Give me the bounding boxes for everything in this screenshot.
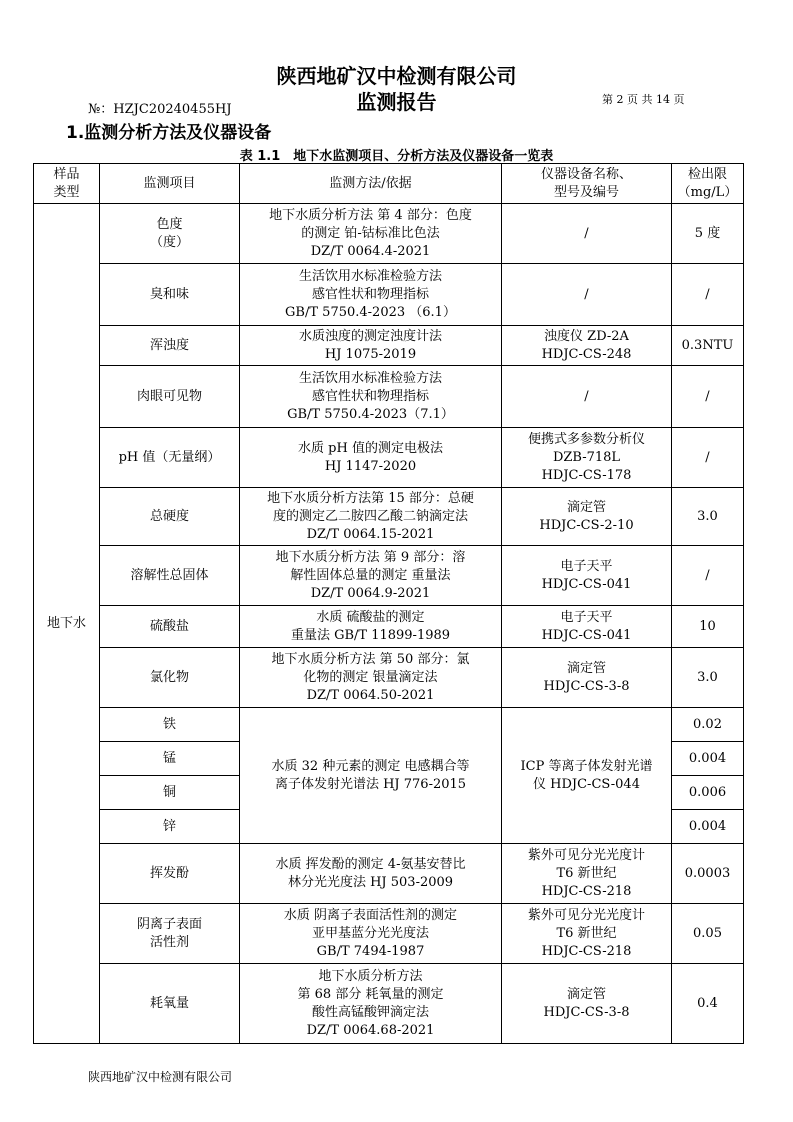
table-row xyxy=(34,366,744,428)
limit-cell: 0.004 xyxy=(672,742,744,776)
method-cell: 生活饮用水标准检验方法 感官性状和物理指标 GB/T 5750.4-2023 （6.1） xyxy=(240,264,502,326)
item-cell: 肉眼可见物 xyxy=(100,366,240,428)
item-cell: 硫酸盐 xyxy=(100,606,240,648)
header-sample-type: 样品 类型 xyxy=(34,164,100,204)
table-row xyxy=(34,204,744,264)
table-row xyxy=(34,606,744,648)
methods-table xyxy=(33,163,744,1044)
page-indicator: 第 2 页 共 14 页 xyxy=(602,93,685,106)
header-item: 监测项目 xyxy=(100,164,240,204)
instrument-cell: 电子天平 HDJC-CS-041 xyxy=(502,606,672,648)
method-cell: 水质 阴离子表面活性剂的测定 亚甲基蓝分光光度法 GB/T 7494-1987 xyxy=(240,904,502,964)
limit-cell: / xyxy=(672,366,744,428)
item-cell: 色度 （度） xyxy=(100,204,240,264)
table-header-row xyxy=(34,164,744,204)
header-limit: 检出限 （mg/L） xyxy=(672,164,744,204)
method-cell: 水质 挥发酚的测定 4-氨基安替比 林分光光度法 HJ 503-2009 xyxy=(240,844,502,904)
table-row xyxy=(34,708,744,742)
item-cell: 浑浊度 xyxy=(100,326,240,366)
instrument-cell: / xyxy=(502,264,672,326)
limit-cell: 3.0 xyxy=(672,488,744,546)
limit-cell: 3.0 xyxy=(672,648,744,708)
method-cell: 地下水质分析方法 第 68 部分 耗氧量的测定 酸性高锰酸钾滴定法 DZ/T 0064.68-2021 xyxy=(240,964,502,1044)
method-cell: 生活饮用水标准检验方法 感官性状和物理指标 GB/T 5750.4-2023（7.1） xyxy=(240,366,502,428)
method-cell: 水质浊度的测定浊度计法 HJ 1075-2019 xyxy=(240,326,502,366)
limit-cell: 0.05 xyxy=(672,904,744,964)
item-cell: 总硬度 xyxy=(100,488,240,546)
item-cell: 氯化物 xyxy=(100,648,240,708)
instrument-cell: 滴定管 HDJC-CS-3-8 xyxy=(502,648,672,708)
section-title: 1.监测分析方法及仪器设备 xyxy=(66,123,272,143)
limit-cell: / xyxy=(672,428,744,488)
report-title: 监测报告 xyxy=(356,90,437,114)
header-instrument: 仪器设备名称、 型号及编号 xyxy=(502,164,672,204)
limit-cell: 0.02 xyxy=(672,708,744,742)
sample-type-cell: 地下水 xyxy=(34,204,100,1044)
item-cell: 铜 xyxy=(100,776,240,810)
table-row xyxy=(34,488,744,546)
limit-cell: / xyxy=(672,546,744,606)
header-method: 监测方法/依据 xyxy=(240,164,502,204)
instrument-cell: 滴定管 HDJC-CS-3-8 xyxy=(502,964,672,1044)
method-cell: 地下水质分析方法 第 4 部分：色度 的测定 铂-钴标准比色法 DZ/T 0064.4-2021 xyxy=(240,204,502,264)
item-cell: 阴离子表面 活性剂 xyxy=(100,904,240,964)
table-caption: 表 1.1 地下水监测项目、分析方法及仪器设备一览表 xyxy=(239,149,554,164)
icp-instrument-cell: ICP 等离子体发射光谱 仪 HDJC-CS-044 xyxy=(502,708,672,844)
icp-method-cell: 水质 32 种元素的测定 电感耦合等 离子体发射光谱法 HJ 776-2015 xyxy=(240,708,502,844)
instrument-cell: 浊度仪 ZD-2A HDJC-CS-248 xyxy=(502,326,672,366)
limit-cell: 0.4 xyxy=(672,964,744,1044)
item-cell: pH 值（无量纲） xyxy=(100,428,240,488)
method-cell: 水质 pH 值的测定电极法 HJ 1147-2020 xyxy=(240,428,502,488)
method-cell: 地下水质分析方法 第 9 部分：溶 解性固体总量的测定 重量法 DZ/T 0064.9-2021 xyxy=(240,546,502,606)
instrument-cell: 滴定管 HDJC-CS-2-10 xyxy=(502,488,672,546)
instrument-cell: 便携式多参数分析仪 DZB-718L HDJC-CS-178 xyxy=(502,428,672,488)
table-row xyxy=(34,648,744,708)
limit-cell: 0.004 xyxy=(672,810,744,844)
method-cell: 地下水质分析方法第 15 部分：总硬 度的测定乙二胺四乙酸二钠滴定法 DZ/T 0064.15-2021 xyxy=(240,488,502,546)
limit-cell: 0.3NTU xyxy=(672,326,744,366)
instrument-cell: 电子天平 HDJC-CS-041 xyxy=(502,546,672,606)
item-cell: 挥发酚 xyxy=(100,844,240,904)
table-row xyxy=(34,844,744,904)
item-cell: 耗氧量 xyxy=(100,964,240,1044)
instrument-cell: / xyxy=(502,366,672,428)
table-row xyxy=(34,964,744,1044)
report-number: №：HZJC20240455HJ xyxy=(88,102,232,117)
limit-cell: 0.0003 xyxy=(672,844,744,904)
instrument-cell: 紫外可见分光光度计 T6 新世纪 HDJC-CS-218 xyxy=(502,904,672,964)
limit-cell: / xyxy=(672,264,744,326)
item-cell: 锰 xyxy=(100,742,240,776)
footer-company: 陕西地矿汉中检测有限公司 xyxy=(88,1070,233,1084)
item-cell: 锌 xyxy=(100,810,240,844)
item-cell: 臭和味 xyxy=(100,264,240,326)
item-cell: 铁 xyxy=(100,708,240,742)
item-cell: 溶解性总固体 xyxy=(100,546,240,606)
limit-cell: 5 度 xyxy=(672,204,744,264)
instrument-cell: / xyxy=(502,204,672,264)
limit-cell: 0.006 xyxy=(672,776,744,810)
table-row xyxy=(34,904,744,964)
table-row xyxy=(34,428,744,488)
company-title: 陕西地矿汉中检测有限公司 xyxy=(276,64,517,88)
method-cell: 水质 硫酸盐的测定 重量法 GB/T 11899-1989 xyxy=(240,606,502,648)
table-row xyxy=(34,264,744,326)
limit-cell: 10 xyxy=(672,606,744,648)
table-row xyxy=(34,546,744,606)
table-row xyxy=(34,326,744,366)
instrument-cell: 紫外可见分光光度计 T6 新世纪 HDJC-CS-218 xyxy=(502,844,672,904)
method-cell: 地下水质分析方法 第 50 部分：氯 化物的测定 银量滴定法 DZ/T 0064.50-2021 xyxy=(240,648,502,708)
